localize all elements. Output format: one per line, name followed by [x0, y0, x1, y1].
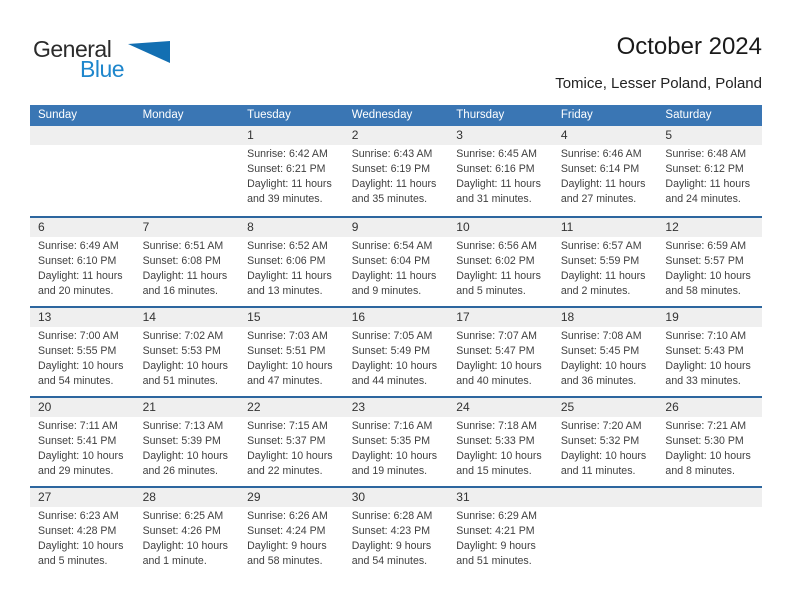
sunset-text: Sunset: 6:16 PM: [456, 163, 535, 175]
title-block: [555, 32, 762, 94]
sunset-text: Sunset: 6:04 PM: [351, 255, 431, 267]
sunset-text: Sunset: 5:35 PM: [351, 435, 431, 447]
sunset-text: Sunset: 6:21 PM: [247, 163, 326, 175]
day-details: [135, 507, 240, 569]
daylight-text: Daylight: 10 hours and 8 minutes.: [665, 450, 751, 477]
day-cell-17: [448, 308, 553, 396]
sunrise-text: Sunrise: 6:48 AM: [665, 148, 747, 160]
daylight-text: Daylight: 11 hours and 16 minutes.: [142, 270, 228, 297]
day-number: 13: [38, 310, 52, 324]
day-cell-8: [239, 218, 344, 306]
day-number: 14: [142, 310, 156, 324]
weekday-header-friday: Friday: [560, 109, 593, 121]
day-number-strip: [657, 308, 762, 327]
sunset-text: Sunset: 4:26 PM: [142, 525, 221, 537]
day-cell-22: [239, 398, 344, 486]
day-number-strip: [239, 126, 344, 145]
day-number-strip: [448, 126, 553, 145]
day-number-strip: [344, 218, 449, 237]
day-cell-31: [448, 488, 553, 576]
day-details: [30, 417, 135, 479]
day-number-strip: [344, 126, 449, 145]
day-number-strip: [657, 398, 762, 417]
sunset-text: Sunset: 4:21 PM: [456, 525, 535, 537]
empty-day-cell: [135, 126, 240, 216]
daylight-text: Daylight: 10 hours and 1 minute.: [142, 540, 228, 567]
day-number: 29: [247, 490, 261, 504]
week-row-2: [30, 216, 762, 306]
calendar-table: [30, 105, 762, 576]
day-number: 31: [456, 490, 470, 504]
weekday-header-tuesday: Tuesday: [247, 109, 291, 121]
day-number: 18: [560, 310, 575, 324]
weekday-header-wednesday: Wednesday: [351, 109, 413, 121]
sunrise-text: Sunrise: 6:43 AM: [351, 148, 433, 160]
sunrise-text: Sunrise: 7:15 AM: [247, 420, 328, 432]
day-number: 22: [247, 400, 261, 414]
sunrise-text: Sunrise: 6:25 AM: [142, 510, 224, 522]
sunrise-text: Sunrise: 7:08 AM: [560, 330, 642, 342]
sunrise-text: Sunrise: 6:45 AM: [456, 148, 537, 160]
day-cell-15: [239, 308, 344, 396]
day-number-strip: [30, 218, 135, 237]
day-number-strip: [344, 308, 449, 327]
day-number-strip: [344, 488, 449, 507]
sunrise-text: Sunrise: 6:59 AM: [665, 240, 747, 252]
day-details: [30, 327, 135, 389]
daylight-text: Daylight: 11 hours and 13 minutes.: [247, 270, 332, 297]
logo-text-general: General: [33, 36, 112, 62]
day-number: 10: [456, 220, 470, 234]
week-row-5: [30, 486, 762, 576]
daylight-text: Daylight: 11 hours and 35 minutes.: [351, 178, 437, 205]
sunset-text: Sunset: 5:51 PM: [247, 345, 326, 357]
day-cell-23: [344, 398, 449, 486]
day-details: [657, 417, 762, 479]
day-number: 30: [351, 490, 366, 504]
day-details: [657, 327, 762, 389]
day-details: [553, 327, 658, 389]
weeks-container: [30, 126, 762, 576]
day-number: 5: [665, 128, 673, 142]
day-cell-9: [344, 218, 449, 306]
day-number-strip: [448, 488, 553, 507]
sunrise-text: Sunrise: 6:52 AM: [247, 240, 328, 252]
sunset-text: Sunset: 5:39 PM: [142, 435, 221, 447]
day-cell-21: [135, 398, 240, 486]
day-number: 17: [456, 310, 470, 324]
sunset-text: Sunset: 5:47 PM: [456, 345, 535, 357]
sunset-text: Sunset: 5:41 PM: [38, 435, 117, 447]
day-number-strip: [657, 488, 762, 507]
day-cell-4: [553, 126, 658, 216]
sunset-text: Sunset: 5:59 PM: [560, 255, 640, 267]
day-number: 19: [665, 310, 679, 324]
general-blue-logo: [33, 38, 163, 84]
sunrise-text: Sunrise: 6:28 AM: [351, 510, 433, 522]
sunrise-text: Sunrise: 6:54 AM: [351, 240, 433, 252]
day-number-strip: [135, 308, 240, 327]
logo-triangle-icon: [128, 41, 170, 63]
day-number-strip: [553, 308, 658, 327]
sunset-text: Sunset: 6:19 PM: [351, 163, 431, 175]
day-cell-29: [239, 488, 344, 576]
day-number-strip: [239, 488, 344, 507]
day-number-strip: [553, 126, 658, 145]
day-cell-28: [135, 488, 240, 576]
sunrise-text: Sunrise: 7:00 AM: [38, 330, 119, 342]
day-number: 4: [560, 128, 568, 142]
daylight-text: Daylight: 10 hours and 51 minutes.: [142, 360, 228, 387]
sunrise-text: Sunrise: 7:21 AM: [665, 420, 747, 432]
sunrise-text: Sunrise: 6:46 AM: [560, 148, 642, 160]
day-number-strip: [448, 218, 553, 237]
day-details: [239, 145, 344, 207]
day-details: [135, 417, 240, 479]
day-cell-27: [30, 488, 135, 576]
day-details: [553, 237, 658, 299]
day-cell-19: [657, 308, 762, 396]
day-number-strip: [135, 218, 240, 237]
day-cell-26: [657, 398, 762, 486]
daylight-text: Daylight: 11 hours and 31 minutes.: [456, 178, 541, 205]
sunset-text: Sunset: 5:57 PM: [665, 255, 744, 267]
day-number-strip: [30, 488, 135, 507]
daylight-text: Daylight: 9 hours and 58 minutes.: [247, 540, 327, 567]
sunrise-text: Sunrise: 6:29 AM: [456, 510, 537, 522]
day-number: 16: [351, 310, 366, 324]
week-row-4: [30, 396, 762, 486]
logo-text-blue: Blue: [80, 56, 125, 82]
sunset-text: Sunset: 5:53 PM: [142, 345, 221, 357]
sunrise-text: Sunrise: 7:13 AM: [142, 420, 224, 432]
daylight-text: Daylight: 11 hours and 5 minutes.: [456, 270, 541, 297]
day-details: [448, 327, 553, 389]
sunset-text: Sunset: 6:14 PM: [560, 163, 640, 175]
daylight-text: Daylight: 10 hours and 19 minutes.: [351, 450, 438, 477]
day-number: 23: [351, 400, 366, 414]
day-number-strip: [344, 398, 449, 417]
day-cell-20: [30, 398, 135, 486]
daylight-text: Daylight: 11 hours and 27 minutes.: [560, 178, 646, 205]
day-details: [135, 237, 240, 299]
daylight-text: Daylight: 10 hours and 36 minutes.: [560, 360, 647, 387]
weekday-header-row: [30, 105, 762, 126]
empty-day-cell: [657, 488, 762, 576]
day-number-strip: [553, 488, 658, 507]
sunrise-text: Sunrise: 7:16 AM: [351, 420, 433, 432]
day-details: [448, 507, 553, 569]
weekday-header-sunday: Sunday: [38, 109, 78, 121]
weekday-header-thursday: Thursday: [456, 109, 505, 121]
day-details: [657, 237, 762, 299]
day-number-strip: [30, 126, 135, 145]
day-details: [239, 237, 344, 299]
weekday-header-saturday: Saturday: [665, 109, 712, 121]
day-cell-6: [30, 218, 135, 306]
sunset-text: Sunset: 5:55 PM: [38, 345, 117, 357]
day-number-strip: [135, 488, 240, 507]
day-number: 11: [560, 220, 574, 234]
day-number-strip: [30, 398, 135, 417]
day-number-strip: [30, 308, 135, 327]
day-details: [657, 145, 762, 207]
day-number: 25: [560, 400, 575, 414]
sunset-text: Sunset: 5:45 PM: [560, 345, 640, 357]
day-number: 26: [665, 400, 679, 414]
day-number: 21: [142, 400, 156, 414]
day-number: 7: [142, 220, 150, 234]
page-title: October 2024: [616, 33, 762, 60]
sunset-text: Sunset: 5:32 PM: [560, 435, 640, 447]
sunrise-text: Sunrise: 7:20 AM: [560, 420, 642, 432]
day-number-strip: [239, 308, 344, 327]
day-number: 1: [247, 128, 254, 142]
sunset-text: Sunset: 5:49 PM: [351, 345, 431, 357]
day-cell-25: [553, 398, 658, 486]
sunrise-text: Sunrise: 7:05 AM: [351, 330, 433, 342]
sunrise-text: Sunrise: 6:49 AM: [38, 240, 119, 252]
day-number-strip: [553, 398, 658, 417]
day-cell-16: [344, 308, 449, 396]
week-row-1: [30, 126, 762, 216]
empty-day-cell: [30, 126, 135, 216]
day-details: [448, 237, 553, 299]
day-number: 28: [142, 490, 156, 504]
day-number: 6: [38, 220, 45, 234]
day-number-strip: [135, 398, 240, 417]
sunset-text: Sunset: 5:43 PM: [665, 345, 744, 357]
daylight-text: Daylight: 10 hours and 47 minutes.: [247, 360, 333, 387]
daylight-text: Daylight: 10 hours and 33 minutes.: [665, 360, 751, 387]
day-number: 20: [38, 400, 52, 414]
empty-day-cell: [553, 488, 658, 576]
day-cell-5: [657, 126, 762, 216]
daylight-text: Daylight: 11 hours and 9 minutes.: [351, 270, 437, 297]
day-cell-7: [135, 218, 240, 306]
daylight-text: Daylight: 11 hours and 2 minutes.: [560, 270, 646, 297]
sunrise-text: Sunrise: 6:42 AM: [247, 148, 328, 160]
day-cell-18: [553, 308, 658, 396]
day-details: [448, 145, 553, 207]
sunrise-text: Sunrise: 7:11 AM: [38, 420, 118, 432]
day-number: 15: [247, 310, 261, 324]
sunset-text: Sunset: 4:28 PM: [38, 525, 117, 537]
sunrise-text: Sunrise: 6:26 AM: [247, 510, 328, 522]
day-number-strip: [657, 218, 762, 237]
week-row-3: [30, 306, 762, 396]
daylight-text: Daylight: 10 hours and 40 minutes.: [456, 360, 542, 387]
day-cell-13: [30, 308, 135, 396]
daylight-text: Daylight: 9 hours and 54 minutes.: [351, 540, 432, 567]
sunset-text: Sunset: 4:24 PM: [247, 525, 326, 537]
day-number: 12: [665, 220, 679, 234]
day-details: [239, 507, 344, 569]
day-details: [553, 145, 658, 207]
day-cell-10: [448, 218, 553, 306]
day-details: [344, 507, 449, 569]
day-number: 3: [456, 128, 463, 142]
day-cell-24: [448, 398, 553, 486]
day-cell-30: [344, 488, 449, 576]
day-number-strip: [239, 398, 344, 417]
day-details: [30, 507, 135, 569]
daylight-text: Daylight: 10 hours and 54 minutes.: [38, 360, 124, 387]
day-cell-1: [239, 126, 344, 216]
sunrise-text: Sunrise: 7:10 AM: [665, 330, 747, 342]
day-number-strip: [657, 126, 762, 145]
day-details: [344, 145, 449, 207]
sunset-text: Sunset: 6:08 PM: [142, 255, 221, 267]
day-details: [344, 417, 449, 479]
day-number-strip: [135, 126, 240, 145]
day-cell-2: [344, 126, 449, 216]
day-details: [344, 327, 449, 389]
day-details: [344, 237, 449, 299]
sunrise-text: Sunrise: 6:57 AM: [560, 240, 642, 252]
day-details: [239, 327, 344, 389]
sunset-text: Sunset: 6:06 PM: [247, 255, 326, 267]
day-number-strip: [448, 308, 553, 327]
sunset-text: Sunset: 6:10 PM: [38, 255, 117, 267]
sunrise-text: Sunrise: 7:02 AM: [142, 330, 224, 342]
sunrise-text: Sunrise: 7:03 AM: [247, 330, 328, 342]
sunrise-text: Sunrise: 6:56 AM: [456, 240, 537, 252]
sunset-text: Sunset: 5:33 PM: [456, 435, 535, 447]
daylight-text: Daylight: 10 hours and 11 minutes.: [560, 450, 647, 477]
day-number: 2: [351, 128, 359, 142]
sunset-text: Sunset: 6:02 PM: [456, 255, 535, 267]
daylight-text: Daylight: 10 hours and 15 minutes.: [456, 450, 542, 477]
sunrise-text: Sunrise: 7:07 AM: [456, 330, 537, 342]
sunrise-text: Sunrise: 6:23 AM: [38, 510, 119, 522]
weekday-header-monday: Monday: [142, 109, 184, 121]
day-number-strip: [239, 218, 344, 237]
daylight-text: Daylight: 11 hours and 24 minutes.: [665, 178, 751, 205]
day-cell-3: [448, 126, 553, 216]
daylight-text: Daylight: 11 hours and 39 minutes.: [247, 178, 332, 205]
day-cell-12: [657, 218, 762, 306]
daylight-text: Daylight: 11 hours and 20 minutes.: [38, 270, 123, 297]
day-details: [553, 417, 658, 479]
daylight-text: Daylight: 10 hours and 29 minutes.: [38, 450, 124, 477]
daylight-text: Daylight: 10 hours and 26 minutes.: [142, 450, 228, 477]
day-number-strip: [448, 398, 553, 417]
day-number: 24: [456, 400, 470, 414]
daylight-text: Daylight: 10 hours and 22 minutes.: [247, 450, 333, 477]
day-number-strip: [553, 218, 658, 237]
day-cell-11: [553, 218, 658, 306]
day-details: [448, 417, 553, 479]
day-number: 8: [247, 220, 254, 234]
daylight-text: Daylight: 10 hours and 58 minutes.: [665, 270, 751, 297]
daylight-text: Daylight: 10 hours and 5 minutes.: [38, 540, 124, 567]
day-details: [135, 327, 240, 389]
daylight-text: Daylight: 10 hours and 44 minutes.: [351, 360, 438, 387]
sunrise-text: Sunrise: 6:51 AM: [142, 240, 224, 252]
day-details: [30, 237, 135, 299]
sunset-text: Sunset: 5:37 PM: [247, 435, 326, 447]
page-subtitle: Tomice, Lesser Poland, Poland: [555, 75, 762, 92]
sunrise-text: Sunrise: 7:18 AM: [456, 420, 537, 432]
day-cell-14: [135, 308, 240, 396]
daylight-text: Daylight: 9 hours and 51 minutes.: [456, 540, 536, 567]
sunset-text: Sunset: 6:12 PM: [665, 163, 744, 175]
sunset-text: Sunset: 5:30 PM: [665, 435, 744, 447]
day-number: 9: [351, 220, 359, 234]
sunset-text: Sunset: 4:23 PM: [351, 525, 431, 537]
day-number: 27: [38, 490, 52, 504]
day-details: [239, 417, 344, 479]
